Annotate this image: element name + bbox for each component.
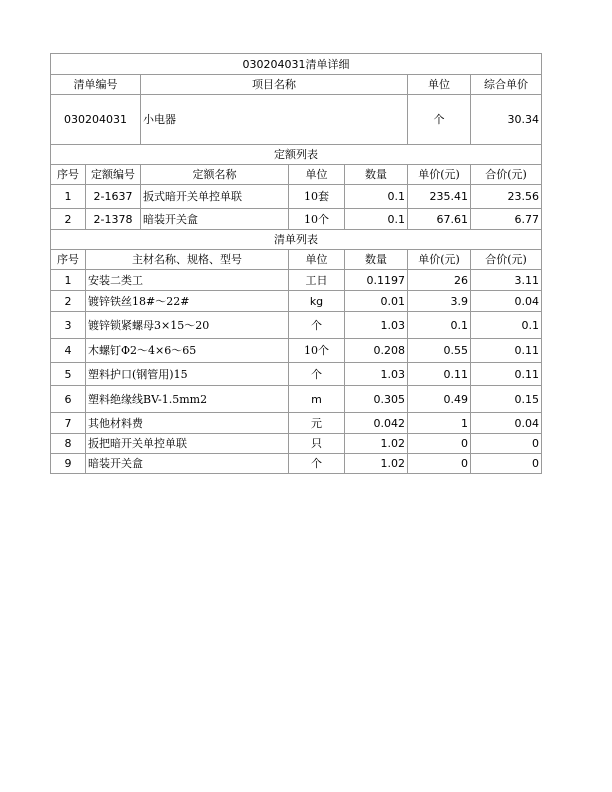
quota-no: 2 <box>51 209 86 230</box>
material-name: 镀锌锁紧螺母3×15～20 <box>86 312 289 339</box>
material-qty: 0.208 <box>345 339 408 363</box>
material-no: 2 <box>51 291 86 312</box>
bill-name-header: 项目名称 <box>141 75 408 95</box>
material-header-price: 单价(元) <box>408 250 471 270</box>
material-price: 0 <box>408 454 471 474</box>
material-total: 0 <box>471 454 542 474</box>
material-header-unit: 单位 <box>289 250 345 270</box>
material-unit: m <box>289 386 345 413</box>
quota-header-no: 序号 <box>51 165 86 185</box>
quota-code: 2-1637 <box>86 185 141 209</box>
material-no: 5 <box>51 363 86 386</box>
quota-unit: 10套 <box>289 185 345 209</box>
material-unit: 个 <box>289 312 345 339</box>
quota-header-qty: 数量 <box>345 165 408 185</box>
quota-total: 6.77 <box>471 209 542 230</box>
quota-header-code: 定额编号 <box>86 165 141 185</box>
material-row <box>51 291 542 312</box>
material-unit: 10个 <box>289 339 345 363</box>
material-name: 木螺钉Φ2～4×6～65 <box>86 339 289 363</box>
material-price: 0.55 <box>408 339 471 363</box>
material-row <box>51 270 542 291</box>
material-total: 0.04 <box>471 413 542 434</box>
material-no: 3 <box>51 312 86 339</box>
quota-section-title: 定额列表 <box>51 145 542 165</box>
quota-unit: 10个 <box>289 209 345 230</box>
bill-code-header: 清单编号 <box>51 75 141 95</box>
quota-total: 23.56 <box>471 185 542 209</box>
material-qty: 0.1197 <box>345 270 408 291</box>
bill-unit-header: 单位 <box>408 75 471 95</box>
material-name: 安装二类工 <box>86 270 289 291</box>
quota-qty: 0.1 <box>345 209 408 230</box>
material-price: 26 <box>408 270 471 291</box>
quota-qty: 0.1 <box>345 185 408 209</box>
material-row <box>51 386 542 413</box>
material-no: 8 <box>51 434 86 454</box>
material-qty: 0.042 <box>345 413 408 434</box>
quota-header-name: 定额名称 <box>141 165 289 185</box>
material-unit: kg <box>289 291 345 312</box>
bill-unit: 个 <box>408 95 471 145</box>
material-unit: 个 <box>289 454 345 474</box>
material-total: 3.11 <box>471 270 542 291</box>
material-price: 1 <box>408 413 471 434</box>
bill-row <box>51 95 542 145</box>
material-name: 其他材料费 <box>86 413 289 434</box>
material-name: 扳把暗开关单控单联 <box>86 434 289 454</box>
material-qty: 1.02 <box>345 454 408 474</box>
material-name: 镀锌铁丝18#～22# <box>86 291 289 312</box>
quota-price: 235.41 <box>408 185 471 209</box>
bill-price-header: 综合单价 <box>471 75 542 95</box>
material-header-name: 主材名称、规格、型号 <box>86 250 289 270</box>
bill-price: 30.34 <box>471 95 542 145</box>
material-total: 0.04 <box>471 291 542 312</box>
material-header-qty: 数量 <box>345 250 408 270</box>
material-row <box>51 312 542 339</box>
material-row <box>51 454 542 474</box>
quota-header-unit: 单位 <box>289 165 345 185</box>
material-unit: 个 <box>289 363 345 386</box>
material-total: 0.15 <box>471 386 542 413</box>
quota-header-price: 单价(元) <box>408 165 471 185</box>
material-price: 0.1 <box>408 312 471 339</box>
material-name: 塑料绝缘线BV-1.5mm2 <box>86 386 289 413</box>
material-qty: 0.01 <box>345 291 408 312</box>
quota-header-row <box>51 165 542 185</box>
quota-section-row <box>51 145 542 165</box>
quota-header-total: 合价(元) <box>471 165 542 185</box>
material-row <box>51 434 542 454</box>
material-qty: 1.03 <box>345 363 408 386</box>
quota-code: 2-1378 <box>86 209 141 230</box>
bill-detail-table <box>50 53 542 474</box>
material-header-no: 序号 <box>51 250 86 270</box>
bill-code: 030204031 <box>51 95 141 145</box>
material-price: 3.9 <box>408 291 471 312</box>
material-header-total: 合价(元) <box>471 250 542 270</box>
material-no: 7 <box>51 413 86 434</box>
material-no: 1 <box>51 270 86 291</box>
material-total: 0.1 <box>471 312 542 339</box>
material-total: 0 <box>471 434 542 454</box>
material-qty: 0.305 <box>345 386 408 413</box>
material-name: 塑料护口(钢管用)15 <box>86 363 289 386</box>
title-row <box>51 54 542 75</box>
material-price: 0.49 <box>408 386 471 413</box>
quota-price: 67.61 <box>408 209 471 230</box>
material-unit: 只 <box>289 434 345 454</box>
material-section-title: 清单列表 <box>51 230 542 250</box>
sheet-title: 030204031清单详细 <box>51 54 542 75</box>
material-no: 6 <box>51 386 86 413</box>
quota-name: 暗装开关盒 <box>141 209 289 230</box>
bill-name: 小电器 <box>141 95 408 145</box>
material-total: 0.11 <box>471 339 542 363</box>
quota-row <box>51 209 542 230</box>
material-no: 9 <box>51 454 86 474</box>
material-price: 0 <box>408 434 471 454</box>
material-no: 4 <box>51 339 86 363</box>
material-total: 0.11 <box>471 363 542 386</box>
material-qty: 1.03 <box>345 312 408 339</box>
material-unit: 工日 <box>289 270 345 291</box>
material-qty: 1.02 <box>345 434 408 454</box>
material-header-row <box>51 250 542 270</box>
quota-no: 1 <box>51 185 86 209</box>
material-name: 暗装开关盒 <box>86 454 289 474</box>
quota-row <box>51 185 542 209</box>
material-row <box>51 363 542 386</box>
material-row <box>51 413 542 434</box>
material-section-row <box>51 230 542 250</box>
material-price: 0.11 <box>408 363 471 386</box>
material-unit: 元 <box>289 413 345 434</box>
bill-header-row <box>51 75 542 95</box>
material-row <box>51 339 542 363</box>
quota-name: 扳式暗开关单控单联 <box>141 185 289 209</box>
